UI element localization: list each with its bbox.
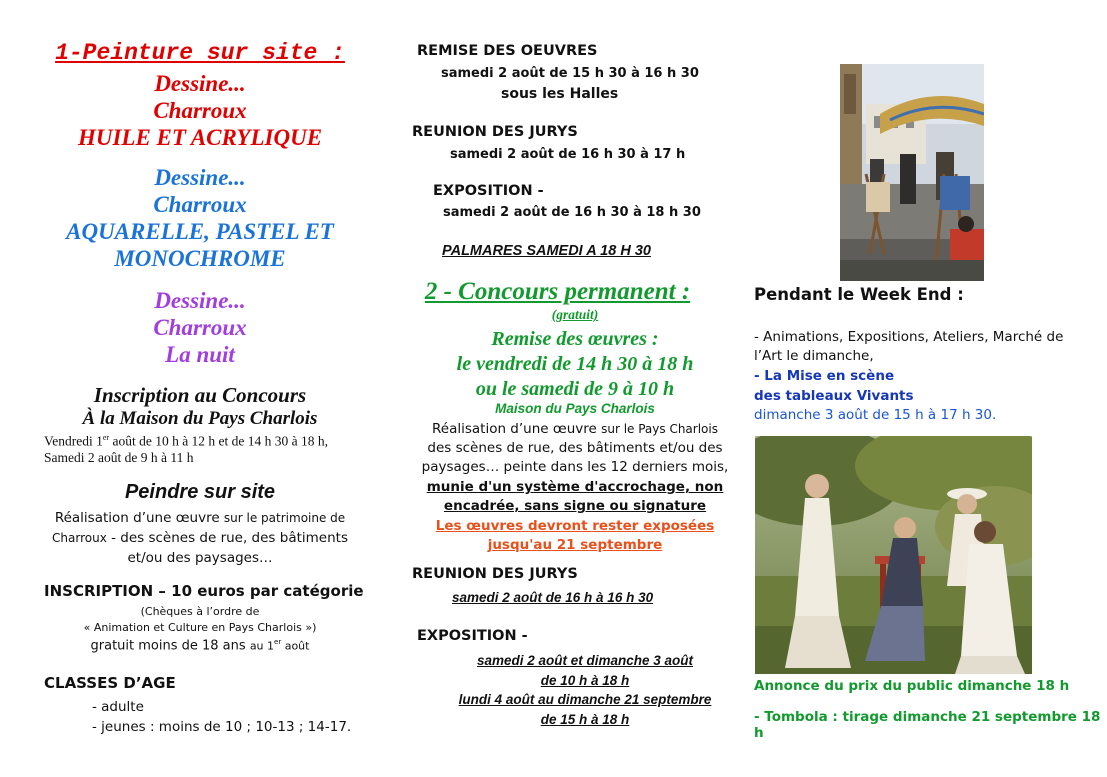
inscription-place: À la Maison du Pays Charlois bbox=[82, 408, 318, 429]
cheques-note bbox=[20, 604, 380, 636]
realisation-line3: paysages… peinte dans les 12 derniers mois, bbox=[421, 459, 729, 475]
inscription-dates bbox=[44, 430, 328, 466]
peindre-line3: et/ou des paysages… bbox=[127, 550, 273, 566]
remise2 bbox=[400, 327, 750, 402]
expo2-line1: samedi 2 août et dimanche 3 août bbox=[476, 653, 694, 668]
group-watercolor-line4: MONOCHROME bbox=[114, 246, 286, 271]
cheques-line2: « Animation et Culture en Pays Charlois ») bbox=[83, 621, 317, 634]
section2-gratuit: (gratuit) bbox=[551, 307, 599, 322]
reunion2-line1: samedi 2 août de 16 h à 16 h 30 bbox=[452, 590, 654, 605]
remise2-line1: le vendredi de 14 h 30 à 18 h bbox=[456, 353, 694, 375]
street-painting-illustration bbox=[840, 64, 984, 281]
palmares: PALMARES SAMEDI A 18 H 30 bbox=[442, 243, 651, 259]
group-oil-line1: Dessine... bbox=[154, 71, 246, 96]
expo2-line4: de 15 h à 18 h bbox=[540, 711, 630, 727]
remise-line1: samedi 2 août de 15 h 30 à 16 h 30 bbox=[441, 66, 699, 81]
oeuvres-line1: Les œuvres devront rester exposées bbox=[435, 518, 715, 534]
group-oil-line2: Charroux bbox=[153, 98, 247, 123]
munie-text bbox=[400, 478, 750, 516]
section2-title: 2 - Concours permanent : bbox=[424, 278, 691, 305]
group-night-line2: Charroux bbox=[153, 315, 247, 340]
remise-line2: sous les Halles bbox=[501, 86, 619, 102]
animations-line2: l’Art le dimanche, bbox=[754, 348, 874, 364]
cheques-line1: (Chèques à l’ordre de bbox=[140, 605, 260, 618]
peindre-title: Peindre sur site bbox=[124, 481, 276, 503]
expo-title: EXPOSITION - bbox=[433, 183, 544, 199]
animations-line1: - Animations, Expositions, Ateliers, Marché de bbox=[754, 329, 1064, 345]
expo2-line3: lundi 4 août au dimanche 21 septembre bbox=[458, 692, 712, 707]
group-oil-line3: HUILE ET ACRYLIQUE bbox=[77, 125, 323, 150]
tombola: - Tombola : tirage dimanche 21 septembre 18 h bbox=[754, 709, 1101, 741]
peindre-text bbox=[20, 508, 380, 568]
oeuvres-line2: jusqu'au 21 septembre bbox=[487, 537, 663, 553]
gratuit-line: gratuit moins de 18 ans au 1er août bbox=[90, 638, 310, 654]
group-night bbox=[20, 287, 380, 368]
maison-label: Maison du Pays Charlois bbox=[495, 401, 655, 416]
remise-title: REMISE DES OEUVRES bbox=[417, 43, 598, 59]
classes-item-adult: - adulte bbox=[92, 699, 144, 715]
peindre-line1: Réalisation d’une œuvre sur le patrimoine de bbox=[54, 510, 346, 526]
reunion-line1: samedi 2 août de 16 h 30 à 17 h bbox=[450, 147, 686, 162]
realisation-text bbox=[400, 420, 750, 477]
munie-line2: encadrée, sans signe ou signature bbox=[443, 498, 707, 514]
reunion-title: REUNION DES JURYS bbox=[412, 124, 578, 140]
section1-title: 1-Peinture sur site : bbox=[55, 40, 345, 66]
realisation-line2: des scènes de rue, des bâtiments et/ou des bbox=[427, 440, 723, 456]
expo-line1: samedi 2 août de 16 h 30 à 18 h 30 bbox=[443, 205, 701, 220]
garden-painting-image bbox=[755, 436, 1032, 674]
remise2-line2: ou le samedi de 9 à 10 h bbox=[475, 378, 675, 400]
realisation-line1: Réalisation d’une œuvre sur le Pays Charlois bbox=[432, 421, 718, 437]
group-watercolor-line1: Dessine... bbox=[154, 165, 246, 190]
expo2-line2: de 10 h à 18 h bbox=[540, 672, 630, 688]
expo2-dates bbox=[400, 651, 770, 729]
inscription-line1: Vendredi 1er août de 10 h à 12 h et de 14 h 30 à 18 h, bbox=[44, 433, 329, 449]
tableaux-line2: des tableaux Vivants bbox=[754, 387, 914, 404]
tableaux-line3: dimanche 3 août de 15 h à 17 h 30. bbox=[754, 407, 997, 423]
animations-text bbox=[754, 328, 1063, 366]
oeuvres-warning bbox=[400, 517, 750, 555]
classes-item-youth: - jeunes : moins de 10 ; 10-13 ; 14-17. bbox=[92, 719, 352, 735]
group-night-line1: Dessine... bbox=[154, 288, 246, 313]
group-night-line3: La nuit bbox=[165, 342, 235, 367]
street-painting-photo bbox=[840, 64, 984, 281]
garden-painting-illustration bbox=[755, 436, 1032, 674]
tableaux-vivants bbox=[754, 367, 996, 426]
group-watercolor-line3: AQUARELLE, PASTEL ET bbox=[66, 219, 334, 244]
inscription-title: Inscription au Concours bbox=[93, 383, 307, 407]
inscription-price: INSCRIPTION – 10 euros par catégorie bbox=[44, 582, 364, 600]
classes-list bbox=[92, 697, 351, 737]
inscription-line2: Samedi 2 août de 9 h à 11 h bbox=[44, 449, 194, 465]
expo2-title: EXPOSITION - bbox=[417, 628, 528, 644]
classes-title: CLASSES D’AGE bbox=[44, 674, 176, 692]
annonce-prix: Annonce du prix du public dimanche 18 h bbox=[754, 678, 1070, 694]
group-watercolor-line2: Charroux bbox=[153, 192, 247, 217]
weekend-title: Pendant le Week End : bbox=[754, 285, 964, 304]
tableaux-line1: - La Mise en scène bbox=[754, 368, 895, 384]
remise2-title: Remise des œuvres : bbox=[491, 328, 659, 350]
peindre-line2: Charroux - des scènes de rue, des bâtiments bbox=[52, 530, 348, 546]
reunion2-title: REUNION DES JURYS bbox=[412, 566, 578, 582]
group-oil bbox=[20, 70, 380, 151]
group-watercolor bbox=[20, 164, 380, 272]
munie-line1: munie d'un système d'accrochage, non bbox=[426, 479, 724, 495]
